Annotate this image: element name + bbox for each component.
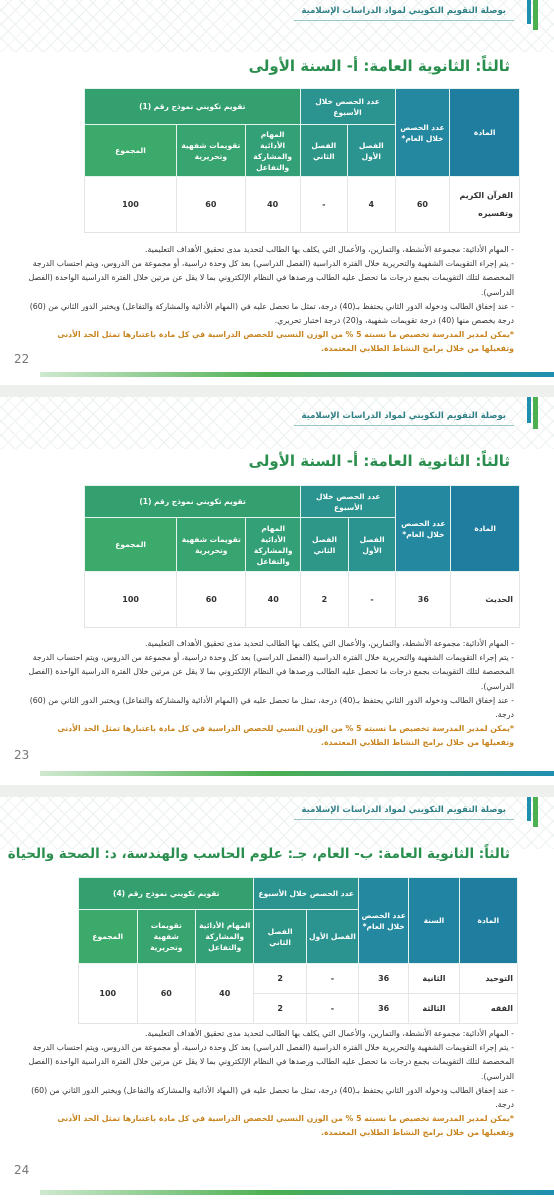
col-assess: تقويمات شفهية وتحريرية	[176, 125, 245, 177]
grades-table	[84, 88, 520, 233]
col-year: السنة	[409, 878, 459, 964]
document-page-24	[0, 797, 554, 1200]
col-tasks: المهام الأدائية والمشاركة والتفاعل	[245, 125, 300, 177]
page-number: 22	[14, 352, 30, 366]
cell-tasks: 40	[246, 572, 301, 628]
cell-sem1: 4	[348, 177, 396, 233]
section-title: ثالثاً: الثانوية العامة: ب- العام، جـ: علوم الحاسب والهندسة، د: الصحة والحياة	[7, 846, 510, 862]
cell-annual: 36	[359, 964, 409, 994]
highlight-note: *يمكن لمدير المدرسة تخصيص ما نسبته 5 % من الوزن النسبي للحصص الدراسية في كل مادة باعتبارها تمثل الحد الأدنى وتفعيلها من خلال برامج النشاط الطلابي المعتمدة.	[57, 1114, 514, 1138]
cell-tasks: 40	[245, 177, 300, 233]
cell-total: 100	[85, 572, 177, 628]
cell-subject: الحديث	[451, 572, 520, 628]
cell-annual: 60	[395, 177, 450, 233]
cell-year: الثانية	[409, 964, 459, 994]
footer-bar	[40, 372, 554, 377]
note-3: - عند إخفاق الطالب ودخوله الدور الثاني يحتفظ بـ(40) درجة، تمثل ما تحصل عليه في (المهام الأدائية والمشاركة والتفاعل) ويختبر الدور الثاني من (60) درجة.	[29, 695, 514, 720]
document-page-22	[0, 0, 554, 385]
section-title: ثالثاً: الثانوية العامة: أ- السنة الأولى	[248, 452, 510, 470]
page-header-title: بوصلة التقويم التكويني لمواد الدراسات الإسلامية	[301, 6, 506, 16]
col-subject: المادة	[450, 89, 520, 177]
col-tasks: المهام الأدائية والمشاركة والتفاعل	[246, 518, 301, 572]
col-weekly: عدد الحصص خلال الأسبوع	[254, 878, 359, 910]
cell-sem2: 2	[254, 964, 306, 994]
col-formative: تقويم تكويني نموذج رقم (1)	[85, 486, 301, 518]
document-page-23	[0, 397, 554, 785]
col-sem2: الفصل الثاني	[254, 910, 306, 964]
note-1: - المهام الأدائية: مجموعة الأنشطة، والتمارين، والأعمال التي يكلف بها الطالب لتحديد مدى تحقيق الأهداف التعليمية.	[144, 245, 514, 254]
cell-sem2: -	[300, 177, 348, 233]
col-tasks: المهام الأدائية والمشاركة والتفاعل	[196, 910, 254, 964]
table-row	[85, 177, 520, 233]
page-header-title: بوصلة التقويم التكويني لمواد الدراسات الإسلامية	[301, 411, 506, 421]
cell-sem2: 2	[301, 572, 349, 628]
cell-sem1: -	[348, 572, 396, 628]
footer-bar	[40, 771, 554, 776]
cell-assess: 60	[176, 177, 245, 233]
cell-year: الثالثة	[409, 994, 459, 1024]
table-row	[85, 572, 520, 628]
grades-table	[78, 877, 518, 1024]
cell-sem2: 2	[254, 994, 306, 1024]
col-total: المجموع	[79, 910, 138, 964]
col-assess: تقويمات شفهية وتحريرية	[137, 910, 195, 964]
page-header-title: بوصلة التقويم التكويني لمواد الدراسات الإسلامية	[301, 805, 506, 815]
note-1: - المهام الأدائية: مجموعة الأنشطة، والتمارين، والأعمال التي يكلف بها الطالب لتحديد مدى تحقيق الأهداف التعليمية.	[144, 639, 514, 648]
cell-total: 100	[79, 964, 138, 1024]
notes-block	[24, 637, 514, 751]
highlight-note: *يمكن لمدير المدرسة تخصيص ما نسبته 5 % من الوزن النسبي للحصص الدراسية في كل مادة باعتبارها تمثل الحد الأدنى وتفعيلها من خلال برامج النشاط الطلابي المعتمدة.	[57, 330, 514, 354]
cell-subject: القرآن الكريم وتفسيره	[450, 177, 520, 233]
note-2: - يتم إجراء التقويمات الشفهية والتحريرية خلال الفترة الدراسية (الفصل الدراسي) بعد كل وحدة دراسية، أو مجموعة من الدروس، ويتم احتساب الدرجة المخصصة لتلك التقويمات بجمع درجات ما تحصل عليه الطالب ورصدها في النظام الإلكتروني بما لا يقل عن مرتين خلال الفترة الدراسية الواحدة (الفصل الدراسي).	[28, 653, 514, 691]
note-3: - عند إخفاق الطالب ودخوله الدور الثاني يحتفظ بـ(40) درجة، تمثل ما تحصل عليه في (المهام الأدائية والمشاركة والتفاعل) ويختبر الدور الثاني من (60) درجة يخصص منها (40) درجة تقويمات شفهية، و(20) درجة اختبار تحريري.	[29, 301, 514, 326]
col-assess: تقويمات شفهية وتحريرية	[177, 518, 246, 572]
col-sem1: الفصل الأول	[348, 125, 396, 177]
col-total: المجموع	[85, 518, 177, 572]
note-2: - يتم إجراء التقويمات الشفهية والتحريرية خلال الفترة الدراسية (الفصل الدراسي) بعد كل وحدة دراسية، أو مجموعة من الدروس، ويتم احتساب الدرجة المخصصة لتلك التقويمات بجمع درجات ما تحصل عليه الطالب ورصدها في النظام الإلكتروني بما لا يقل عن مرتين خلال الفترة الدراسية الواحدة (الفصل الدراسي).	[28, 1043, 514, 1081]
col-annual: عدد الحصص خلال العام*	[395, 89, 450, 177]
cell-annual: 36	[359, 994, 409, 1024]
col-annual: عدد الحصص خلال العام*	[359, 878, 409, 964]
notes-block	[24, 243, 514, 357]
col-sem2: الفصل الثاني	[301, 518, 349, 572]
page-number: 23	[14, 748, 30, 762]
cell-annual: 36	[396, 572, 451, 628]
col-annual: عدد الحصص خلال العام*	[396, 486, 451, 572]
col-subject: المادة	[459, 878, 517, 964]
page-number: 24	[14, 1163, 30, 1177]
col-sem1: الفصل الأول	[306, 910, 358, 964]
highlight-note: *يمكن لمدير المدرسة تخصيص ما نسبته 5 % من الوزن النسبي للحصص الدراسية في كل مادة باعتبارها تمثل الحد الأدنى وتفعيلها من خلال برامج النشاط الطلابي المعتمدة.	[57, 724, 514, 748]
cell-assess: 60	[137, 964, 195, 1024]
col-formative: تقويم تكويني نموذج رقم (4)	[79, 878, 254, 910]
col-sem2: الفصل الثاني	[300, 125, 348, 177]
col-total: المجموع	[85, 125, 177, 177]
cell-sem1: -	[306, 994, 358, 1024]
table-row	[79, 964, 518, 994]
cell-subject: الفقه	[459, 994, 517, 1024]
note-2: - يتم إجراء التقويمات الشفهية والتحريرية خلال الفترة الدراسية (الفصل الدراسي) بعد كل وحدة دراسية، أو مجموعة من الدروس، ويتم احتساب الدرجة المخصصة لتلك التقويمات بجمع درجات ما تحصل عليه الطالب ورصدها في النظام الإلكتروني بما لا يقل عن مرتين خلال الفترة الدراسية الواحدة (الفصل الدراسي).	[28, 259, 514, 297]
note-1: - المهام الأدائية: مجموعة الأنشطة، والتمارين، والأعمال التي يكلف بها الطالب لتحديد مدى تحقيق الأهداف التعليمية.	[144, 1029, 514, 1038]
cell-assess: 60	[177, 572, 246, 628]
cell-tasks: 40	[196, 964, 254, 1024]
col-subject: المادة	[451, 486, 520, 572]
col-formative: تقويم تكويني نموذج رقم (1)	[85, 89, 301, 125]
footer-bar	[40, 1190, 554, 1195]
section-title: ثالثاً: الثانوية العامة: أ- السنة الأولى	[248, 57, 510, 75]
col-sem1: الفصل الأول	[348, 518, 396, 572]
col-weekly: عدد الحصص خلال الأسبوع	[301, 486, 396, 518]
cell-total: 100	[85, 177, 177, 233]
cell-subject: التوحيد	[459, 964, 517, 994]
note-3: - عند إخفاق الطالب ودخوله الدور الثاني يحتفظ بـ(40) درجة، تمثل ما تحصل عليه في (المهاد الأدائية والمشاركة والتفاعل) ويختبر الدور الثاني من (60) درجة.	[31, 1085, 514, 1110]
cell-sem1: -	[306, 964, 358, 994]
col-weekly: عدد الحصص خلال الأسبوع	[300, 89, 395, 125]
grades-table	[84, 485, 520, 628]
notes-block	[24, 1027, 514, 1141]
